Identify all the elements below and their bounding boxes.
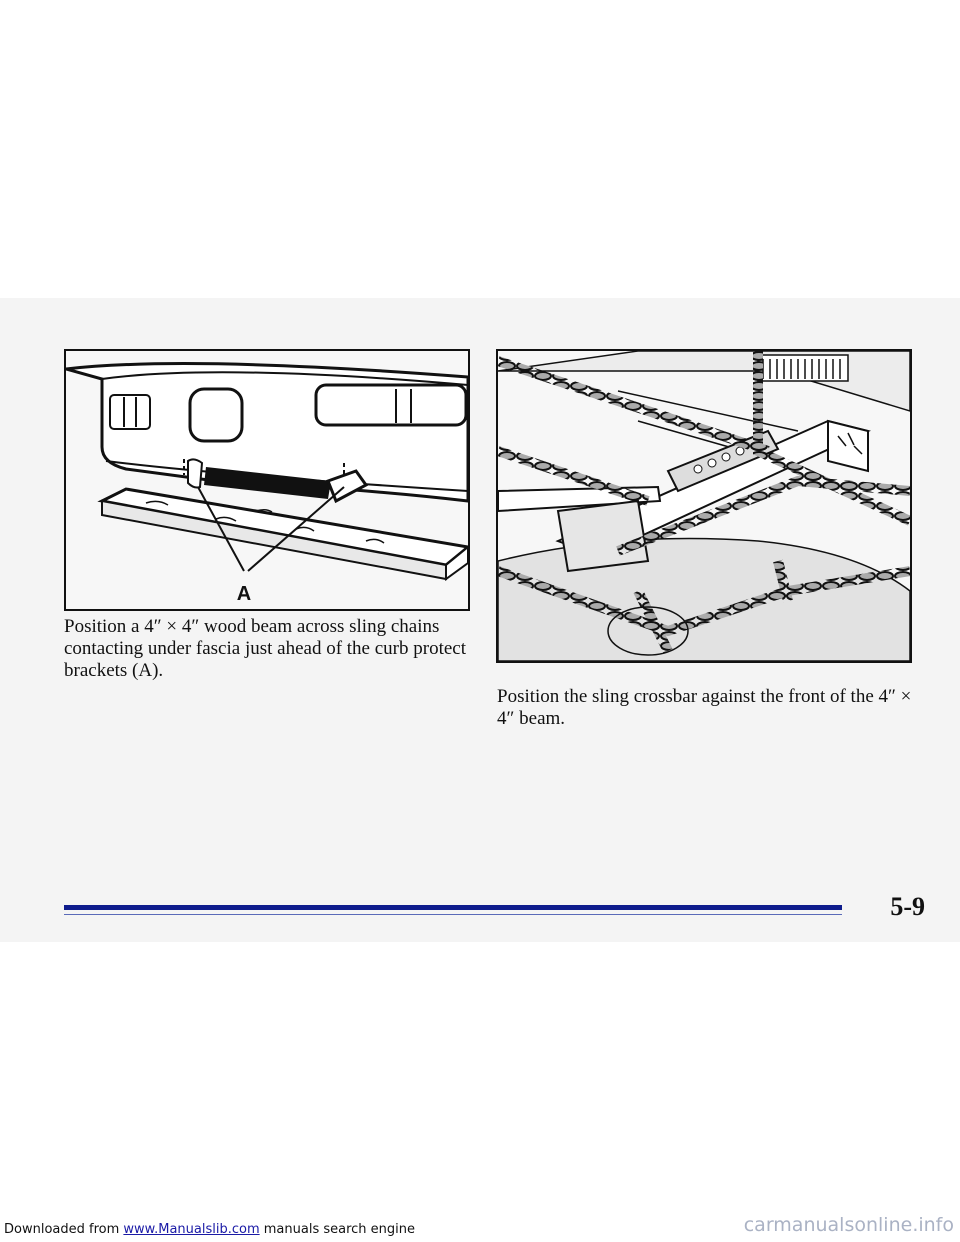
sling-crossbar-illustration: [496, 349, 912, 663]
beam-placement-illustration: [64, 349, 470, 611]
manualslib-link[interactable]: www.Manualslib.com: [123, 1222, 260, 1237]
download-footer: [4, 1222, 415, 1237]
sling-crossbar-drawing: [498, 351, 910, 661]
beam-placement-drawing: [66, 351, 468, 609]
footer-prefix: Downloaded from: [4, 1222, 124, 1237]
callout-label-a: A: [236, 583, 252, 605]
left-caption: Position a 4″ × 4″ wood beam across sling chains contacting under fascia just ahead of the curb protect brackets (A).: [64, 616, 466, 681]
page-number: 5-9: [890, 892, 925, 921]
footer-suffix: manuals search engine: [259, 1222, 416, 1237]
site-watermark: carmanualsonline.info: [743, 1214, 954, 1236]
footer-rule-thin: [64, 914, 842, 915]
footer-rule: [64, 905, 842, 910]
right-caption: Position the sling crossbar against the front of the 4″ × 4″ beam.: [497, 686, 912, 729]
